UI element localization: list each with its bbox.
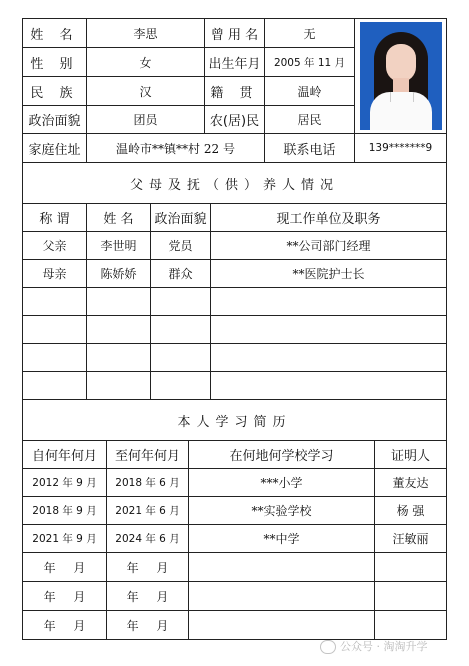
family-work bbox=[211, 344, 447, 372]
registration-form bbox=[22, 18, 446, 640]
family-name bbox=[87, 316, 151, 344]
family-relation: 父亲 bbox=[23, 232, 87, 260]
study-witness: 杨 强 bbox=[375, 497, 447, 525]
ethnicity-label: 民 族 bbox=[23, 77, 87, 106]
study-from: 年 月 bbox=[23, 611, 107, 640]
table-row bbox=[23, 497, 447, 525]
birth-value: 2005 年 11 月 bbox=[265, 48, 355, 77]
family-political bbox=[151, 288, 211, 316]
study-from: 年 月 bbox=[23, 553, 107, 582]
former-name-label: 曾 用 名 bbox=[205, 19, 265, 48]
study-to: 年 月 bbox=[107, 553, 189, 582]
study-header-from: 自何年何月 bbox=[23, 441, 107, 469]
study-school bbox=[189, 553, 375, 582]
family-header-political: 政治面貌 bbox=[151, 204, 211, 232]
family-name: 陈娇娇 bbox=[87, 260, 151, 288]
family-name bbox=[87, 344, 151, 372]
family-relation: 母亲 bbox=[23, 260, 87, 288]
table-row bbox=[23, 288, 447, 316]
family-relation bbox=[23, 316, 87, 344]
study-from: 年 月 bbox=[23, 582, 107, 611]
family-section-title: 父母及抚（供）养人情况 bbox=[23, 163, 447, 204]
study-from: 2018 年 9 月 bbox=[23, 497, 107, 525]
hukou-label: 农(居)民 bbox=[205, 106, 265, 134]
ethnicity-value: 汉 bbox=[87, 77, 205, 106]
table-row bbox=[23, 232, 447, 260]
table-row bbox=[23, 582, 447, 611]
phone-label: 联系电话 bbox=[265, 134, 355, 163]
family-relation bbox=[23, 344, 87, 372]
family-table bbox=[22, 162, 447, 400]
study-header-school: 在何地何学校学习 bbox=[189, 441, 375, 469]
study-school bbox=[189, 582, 375, 611]
wechat-icon bbox=[320, 640, 336, 654]
study-witness bbox=[375, 582, 447, 611]
birth-label: 出生年月 bbox=[205, 48, 265, 77]
family-work: **公司部门经理 bbox=[211, 232, 447, 260]
study-to: 年 月 bbox=[107, 582, 189, 611]
study-section-title: 本人学习简历 bbox=[23, 400, 447, 441]
study-school: ***小学 bbox=[189, 469, 375, 497]
family-relation bbox=[23, 288, 87, 316]
study-school: **实验学校 bbox=[189, 497, 375, 525]
family-name: 李世明 bbox=[87, 232, 151, 260]
table-row bbox=[23, 316, 447, 344]
address-value: 温岭市**镇**村 22 号 bbox=[87, 134, 265, 163]
hukou-value: 居民 bbox=[265, 106, 355, 134]
phone-value: 139*******9 bbox=[355, 134, 447, 163]
table-row bbox=[23, 260, 447, 288]
table-row bbox=[23, 525, 447, 553]
family-work bbox=[211, 316, 447, 344]
study-from: 2012 年 9 月 bbox=[23, 469, 107, 497]
family-work bbox=[211, 372, 447, 400]
study-from: 2021 年 9 月 bbox=[23, 525, 107, 553]
family-work bbox=[211, 288, 447, 316]
family-work: **医院护士长 bbox=[211, 260, 447, 288]
name-value: 李思 bbox=[87, 19, 205, 48]
political-status-label: 政治面貌 bbox=[23, 106, 87, 134]
study-header-to: 至何年何月 bbox=[107, 441, 189, 469]
family-political bbox=[151, 316, 211, 344]
study-school: **中学 bbox=[189, 525, 375, 553]
name-label: 姓 名 bbox=[23, 19, 87, 48]
study-to: 年 月 bbox=[107, 611, 189, 640]
former-name-value: 无 bbox=[265, 19, 355, 48]
study-header-witness: 证明人 bbox=[375, 441, 447, 469]
watermark bbox=[320, 638, 428, 654]
family-political bbox=[151, 372, 211, 400]
photo-cell bbox=[355, 19, 447, 134]
family-relation bbox=[23, 372, 87, 400]
family-header-relation: 称 谓 bbox=[23, 204, 87, 232]
study-witness bbox=[375, 611, 447, 640]
political-status-value: 团员 bbox=[87, 106, 205, 134]
table-row bbox=[23, 372, 447, 400]
study-witness: 董友达 bbox=[375, 469, 447, 497]
gender-value: 女 bbox=[87, 48, 205, 77]
family-political: 党员 bbox=[151, 232, 211, 260]
personal-info-table bbox=[22, 18, 447, 163]
family-name bbox=[87, 288, 151, 316]
study-to: 2024 年 6 月 bbox=[107, 525, 189, 553]
gender-label: 性 别 bbox=[23, 48, 87, 77]
study-table bbox=[22, 399, 447, 640]
study-to: 2018 年 6 月 bbox=[107, 469, 189, 497]
table-row bbox=[23, 611, 447, 640]
family-political: 群众 bbox=[151, 260, 211, 288]
table-row bbox=[23, 469, 447, 497]
family-name bbox=[87, 372, 151, 400]
study-witness bbox=[375, 553, 447, 582]
table-row bbox=[23, 553, 447, 582]
family-header-work: 现工作单位及职务 bbox=[211, 204, 447, 232]
study-to: 2021 年 6 月 bbox=[107, 497, 189, 525]
id-photo bbox=[360, 22, 442, 130]
address-label: 家庭住址 bbox=[23, 134, 87, 163]
family-header-name: 姓 名 bbox=[87, 204, 151, 232]
study-witness: 汪敏丽 bbox=[375, 525, 447, 553]
study-school bbox=[189, 611, 375, 640]
table-row bbox=[23, 344, 447, 372]
native-place-label: 籍 贯 bbox=[205, 77, 265, 106]
native-place-value: 温岭 bbox=[265, 77, 355, 106]
family-political bbox=[151, 344, 211, 372]
watermark-text: 公众号 · 淘淘升学 bbox=[340, 640, 428, 653]
